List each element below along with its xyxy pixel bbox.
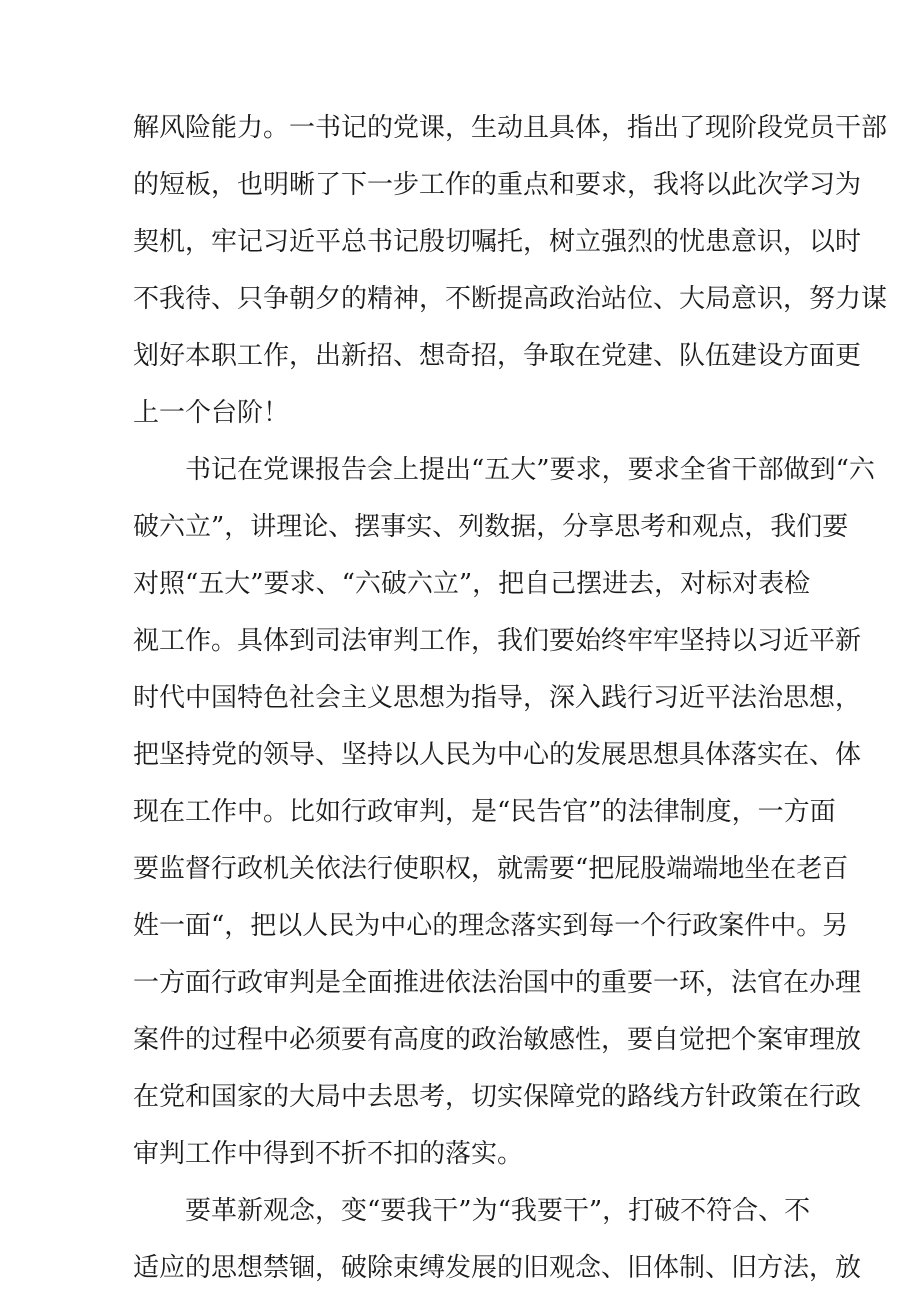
paragraph-2-line-12: 在党和国家的大局中去思考，切实保障党的路线方针政策在行政 — [133, 1082, 862, 1112]
paragraph-2-line-3: 对照“五大”要求、“六破六立”，把自己摆进去，对标对表检 — [133, 569, 811, 599]
paragraph-2-line-11: 案件的过程中必须要有高度的政治敏感性，要自觉把个案审理放 — [133, 1025, 862, 1055]
paragraph-1-line-4: 不我待、只争朝夕的精神，不断提高政治站位、大局意识，努力谋 — [133, 284, 888, 314]
paragraph-1-line-2: 的短板，也明晰了下一步工作的重点和要求，我将以此次学习为 — [133, 170, 862, 200]
paragraph-2-line-6: 把坚持党的领导、坚持以人民为中心的发展思想具体落实在、体 — [133, 740, 862, 770]
paragraph-3-line-1: 要革新观念，变“要我干”为“我要干”，打破不符合、不 — [185, 1196, 811, 1226]
paragraph-2-line-2: 破六立”，讲理论、摆事实、列数据，分享思考和观点，我们要 — [133, 512, 849, 542]
paragraph-3-line-2: 适应的思想禁锢，破除束缚发展的旧观念、旧体制、旧方法，放 — [133, 1253, 862, 1283]
paragraph-2-line-1: 书记在党课报告会上提出“五大”要求，要求全省干部做到“六 — [185, 455, 875, 485]
paragraph-2-line-13: 审判工作中得到不折不扣的落实。 — [133, 1139, 524, 1169]
paragraph-2-line-5: 时代中国特色社会主义思想为指导，深入践行习近平法治思想， — [133, 683, 862, 713]
paragraph-2-line-8: 要监督行政机关依法行使职权，就需要“把屁股端端地坐在老百 — [133, 854, 849, 884]
paragraph-1-line-3: 契机，牢记习近平总书记殷切嘱托，树立强烈的忧患意识，以时 — [133, 227, 862, 257]
paragraph-1-line-6: 上一个台阶！ — [133, 398, 290, 428]
paragraph-2-line-10: 一方面行政审判是全面推进依法治国中的重要一环，法官在办理 — [133, 968, 862, 998]
paragraph-2-line-4: 视工作。具体到司法审判工作，我们要始终牢牢坚持以习近平新 — [133, 626, 862, 656]
paragraph-1-line-5: 划好本职工作，出新招、想奇招，争取在党建、队伍建设方面更 — [133, 341, 862, 371]
paragraph-2-line-9: 姓一面“，把以人民为中心的理念落实到每一个行政案件中。另 — [133, 911, 849, 941]
paragraph-1-line-1: 解风险能力。一书记的党课，生动且具体，指出了现阶段党员干部 — [133, 113, 888, 143]
paragraph-2-line-7: 现在工作中。比如行政审判，是“民告官”的法律制度，一方面 — [133, 797, 836, 827]
